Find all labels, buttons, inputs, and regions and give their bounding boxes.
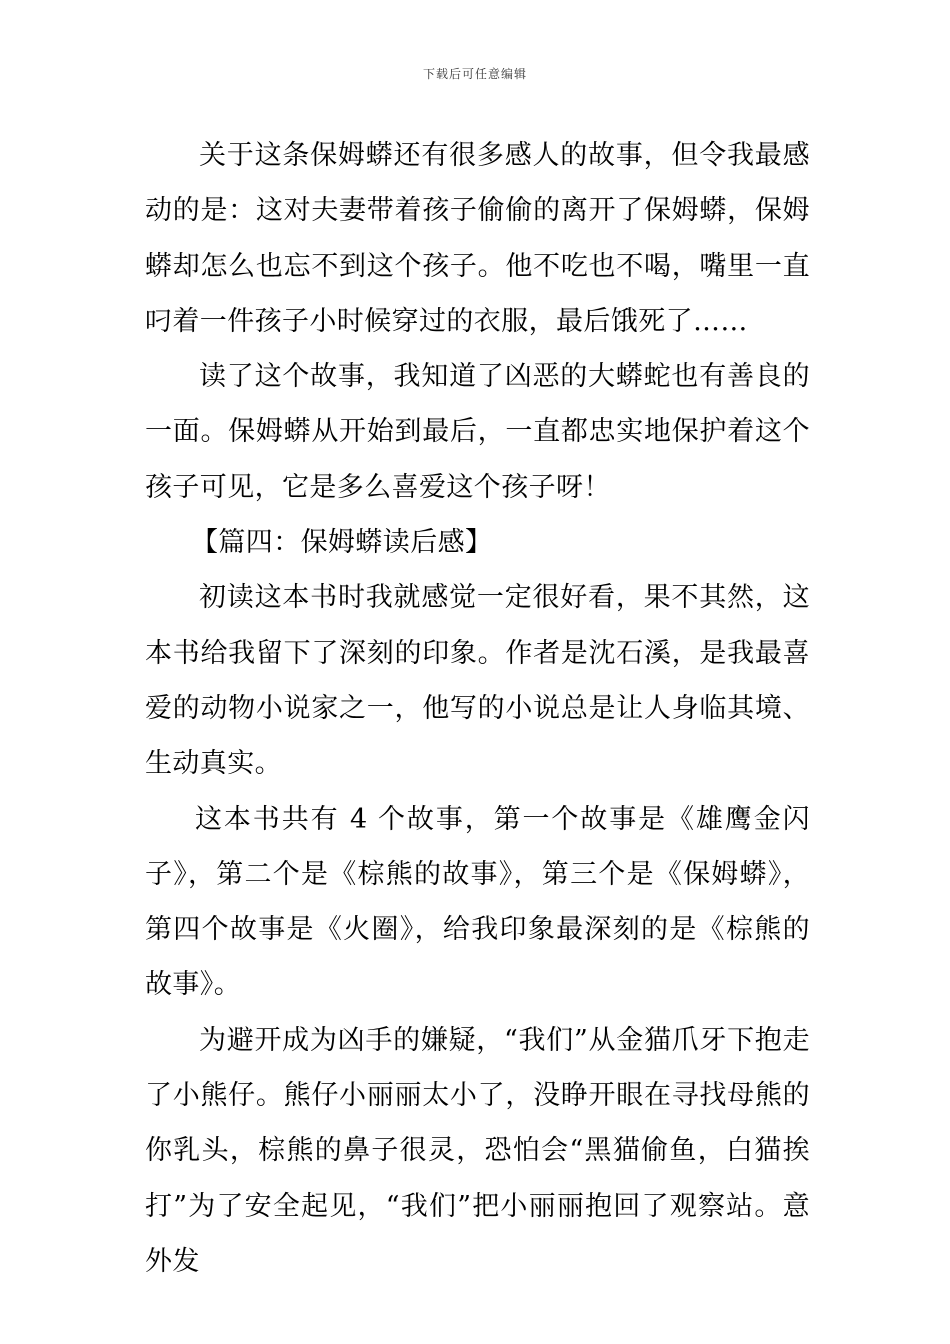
document-body (145, 128, 810, 1289)
paragraph-5: 为避开成为凶手的嫌疑，“我们”从金猫爪牙下抱走了小熊仔。熊仔小丽丽太小了，没睁开眼在寻找母熊的你乳头，棕熊的鼻子很灵，恐怕会“黑猫偷鱼，白猫挨打”为了安全起见，“我们”把小丽丽抱回了观察站。意外发 (145, 1024, 810, 1277)
paragraph-2: 读了这个故事，我知道了凶恶的大蟒蛇也有善良的一面。保姆蟒从开始到最后，一直都忠实地保护着这个孩子可见，它是多么喜爱这个孩子呀！ (145, 361, 810, 503)
section-heading: 【篇四：保姆蟒读后感】 (191, 527, 493, 559)
paragraph-4: 这本书共有 4 个故事，第一个故事是《雄鹰金闪子》，第二个是《棕熊的故事》，第三个是《保姆蟒》，第四个故事是《火圈》，给我印象最深刻的是《棕熊的故事》。 (145, 803, 810, 1001)
paragraph-1: 关于这条保姆蟒还有很多感人的故事，但令我最感动的是：这对夫妻带着孩子偷偷的离开了保姆蟒，保姆蟒却怎么也忘不到这个孩子。他不吃也不喝，嘴里一直叼着一件孩子小时候穿过的衣服，最后饿死了…… (145, 140, 810, 337)
paragraph-3: 初读这本书时我就感觉一定很好看，果不其然，这本书给我留下了深刻的印象。作者是沈石溪，是我最喜爱的动物小说家之一，他写的小说总是让人身临其境、生动真实。 (145, 582, 810, 780)
page-header: 下载后可任意编辑 (422, 67, 527, 81)
